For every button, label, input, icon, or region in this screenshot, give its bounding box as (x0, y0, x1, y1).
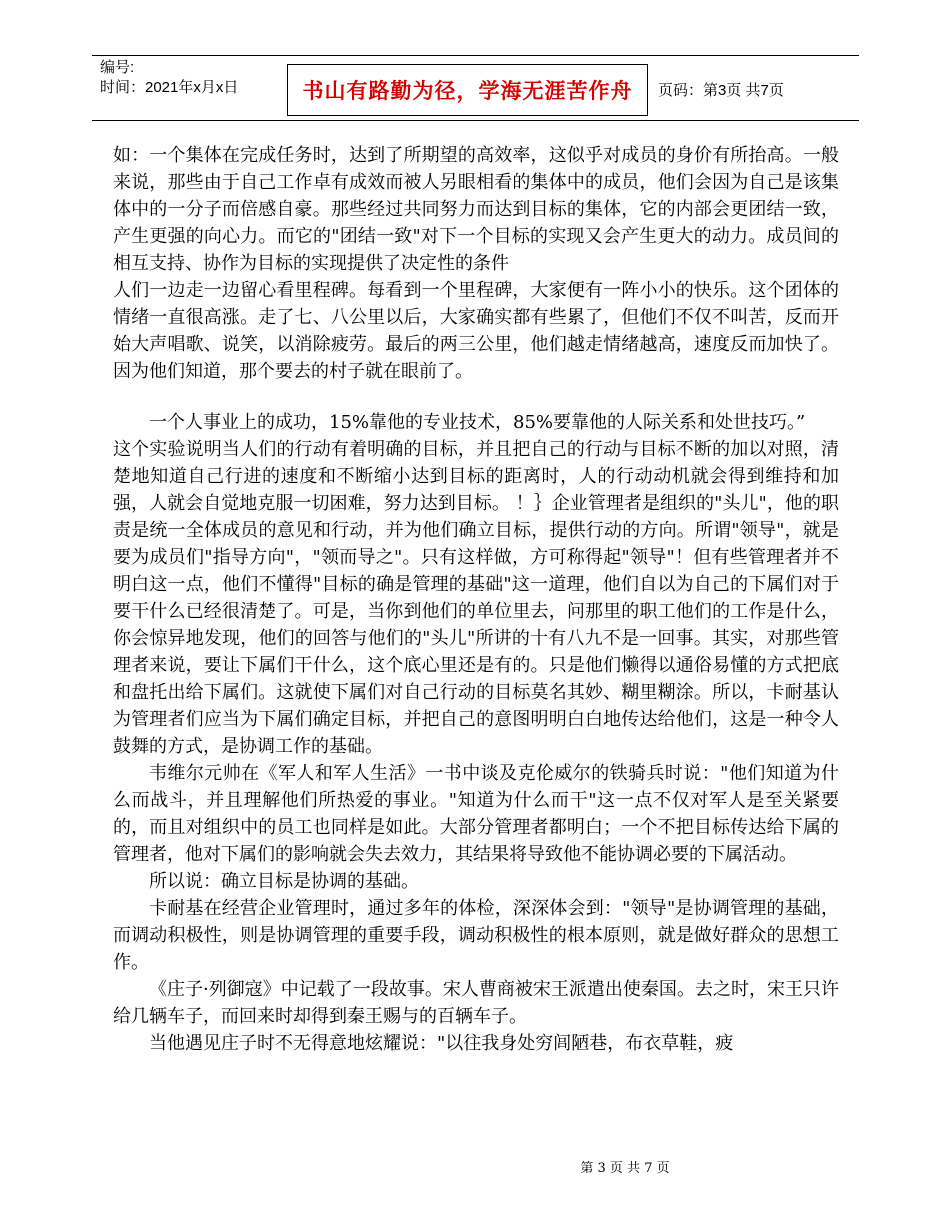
header-motto: 书山有路勤为径，学海无涯苦作舟 (287, 64, 648, 116)
paragraph-3: 一个人事业上的成功，15%靠他的专业技术，85%要靠他的人际关系和处世技巧。” (149, 412, 806, 433)
header-top-rule (92, 55, 859, 56)
document-body (113, 142, 839, 1057)
paragraph-5: 韦维尔元帅在《军人和军人生活》一书中谈及克伦威尔的铁骑兵时说："他们知道为什么而战斗，并且理解他们所热爱的事业。"知道为什么而干"这一点不仅对军人是至关紧要的，而且对组织中的员工也同样是如此。大部分管理者都明白；一个不把目标传达给下属的管理者，他对下属们的影响就会失去效力，其结果将导致他不能协调必要的下属活动。 (113, 763, 839, 865)
paragraph-9: 当他遇见庄子时不无得意地炫耀说："以往我身处穷闾陋巷，布衣草鞋，疲 (149, 1033, 734, 1054)
header-meta (100, 58, 280, 98)
paragraph-2: 人们一边走一边留心看里程碑。每看到一个里程碑，大家便有一阵小小的快乐。这个团体的情绪一直很高涨。走了七、八公里以后，大家确实都有些累了，但他们不仅不叫苦，反而开始大声唱歌、说笑，以消除疲劳。最后的两三公里，他们越走情绪越高，速度反而加快了。因为他们知道，那个要去的村子就在眼前了。 (113, 280, 839, 382)
document-number-label: 编号: (100, 59, 135, 76)
paragraph-6: 所以说：确立目标是协调的基础。 (149, 871, 419, 892)
page-footer: 第 3 页 共 7 页 (580, 1161, 670, 1176)
paragraph-1: 如：一个集体在完成任务时，达到了所期望的高效率，这似乎对成员的身价有所抬高。一般来说，那些由于自己工作卓有成效而被人另眼相看的集体中的成员，他们会因为自己是该集体中的一分子而倍感自豪。那些经过共同努力而达到目标的集体，它的内部会更团结一致，产生更强的向心力。而它的"团结一致"对下一个目标的实现又会产生更大的动力。成员间的相互支持、协作为目标的实现提供了决定性的条件 (113, 145, 839, 274)
paragraph-4: 这个实验说明当人们的行动有着明确的目标，并且把自己的行动与目标不断的加以对照，清楚地知道自己行进的速度和不断缩小达到目标的距离时，人的行动动机就会得到维持和加强，人就会自觉地克服一切困难，努力达到目标。 ！｝企业管理者是组织的"头儿"，他的职责是统一全体成员的意见和行动，并为他们确立目标，提供行动的方向。所谓"领导"，就是要为成员们"指导方向"，"领而导之"。只有这样做，方可称得起"领导"！但有些管理者并不明白这一点，他们不懂得"目标的确是管理的基础"这一道理，他们自以为自己的下属们对于要干什么已经很清楚了。可是，当你到他们的单位里去，问那里的职工他们的工作是什么，你会惊异地发现，他们的回答与他们的"头儿"所讲的十有八九不是一回事。其实，对那些管理者来说，要让下属们干什么，这个底心里还是有的。只是他们懒得以通俗易懂的方式把底和盘托出给下属们。这就使下属们对自己行动的目标莫名其妙、糊里糊涂。所以，卡耐基认为管理者们应当为下属们确定目标，并把自己的意图明明白白地传达给他们，这是一种令人鼓舞的方式，是协调工作的基础。 (113, 439, 839, 757)
document-time-label: 时间：2021年x月x日 (100, 79, 239, 96)
paragraph-8: 《庄子·列御寇》中记载了一段故事。宋人曹商被宋王派遣出使秦国。去之时，宋王只许给几辆车子，而回来时却得到秦王赐与的百辆车子。 (113, 979, 839, 1027)
paragraph-7: 卡耐基在经营企业管理时，通过多年的体检，深深体会到："领导"是协调管理的基础，而调动积极性，则是协调管理的重要手段，调动积极性的根本原则，就是做好群众的思想工作。 (113, 898, 839, 973)
header-bottom-rule (92, 120, 859, 121)
header-page-info: 页码：第3页 共7页 (658, 82, 784, 99)
